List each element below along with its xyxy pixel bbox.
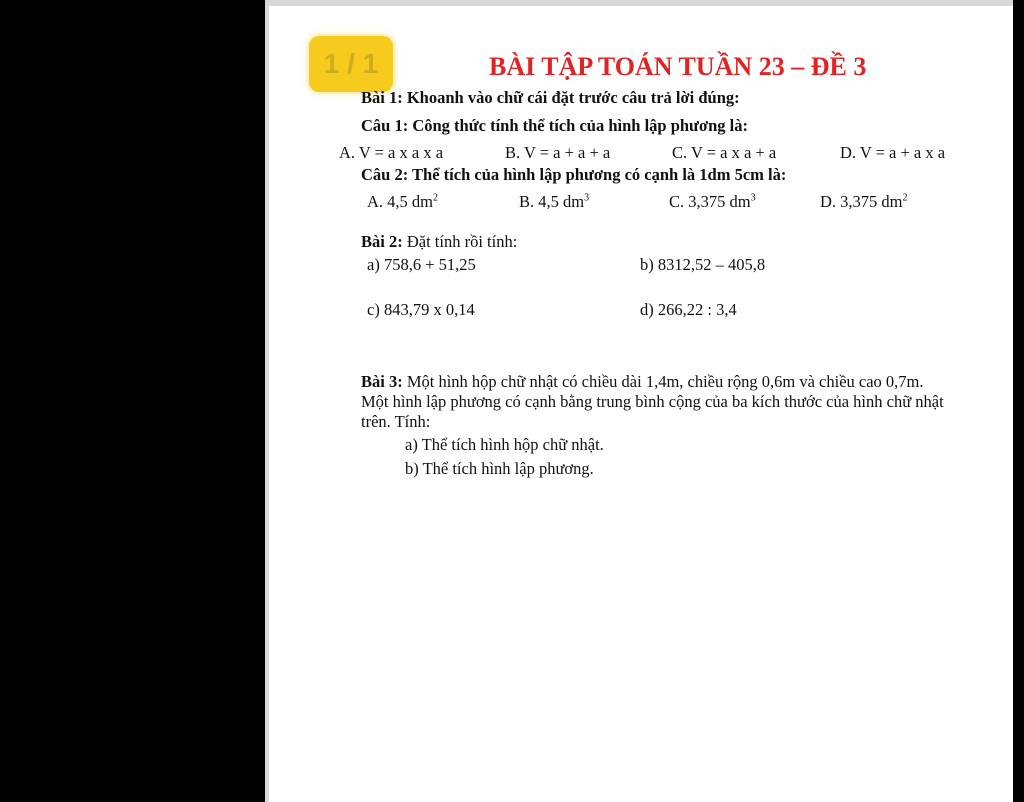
cau2-option-a: A. 4,5 $dm^2$ [367,192,438,211]
cau2-option-b: B. 4,5 $dm^3$ [519,192,590,211]
cau1-option-c: C. V = a x a + a [672,143,777,162]
page-title: BÀI TẬP TOÁN TUẦN 23 – ĐỀ 3 [489,52,867,81]
bai2-heading: Bài 2: Đặt tính rồi tính: [361,232,518,251]
bai2-item-c: c) 843,79 x 0,14 [367,300,475,319]
cau2-option-d: D. 3,375 $dm^2$ [820,192,908,211]
cau1-option-b: B. V = a + a + a [505,143,611,162]
bai3-line-1: Bài 3: Một hình hộp chữ nhật có chiều dài 1,4m, chiều rộng 0,6m và chiều cao 0,7m. [361,372,924,391]
page-indicator: 1 / 1 [309,36,393,92]
cau1-question: Câu 1: Công thức tính thể tích của hình lập phương là: [361,116,748,135]
bai2-item-a: a) 758,6 + 51,25 [367,255,476,274]
bai3-item-a: a) Thể tích hình hộp chữ nhật. [405,435,604,454]
cau2-question: Câu 2: Thể tích của hình lập phương có cạnh là 1dm 5cm là: [361,165,787,184]
viewer-left-margin [0,0,265,802]
cau1-option-a: A. V = a x a x a [339,143,444,162]
bai3-item-b: b) Thể tích hình lập phương. [405,459,594,478]
cau2-option-c: C. 3,375 $dm^3$ [669,192,756,211]
bai1-heading: Bài 1: Khoanh vào chữ cái đặt trước câu trả lời đúng: [361,88,740,107]
bai2-item-b: b) 8312,52 – 405,8 [640,255,766,274]
bai3-line-3: trên. Tính: [361,412,431,431]
cau1-option-d: D. V = a + a x a [840,143,946,162]
bai2-item-d: d) 266,22 : 3,4 [640,300,737,319]
bai3-line-2: Một hình lập phương có cạnh bằng trung bình cộng của ba kích thước của hình chữ nhật [361,392,944,411]
viewer-right-margin [1013,0,1024,802]
document-page[interactable] [265,0,1013,802]
